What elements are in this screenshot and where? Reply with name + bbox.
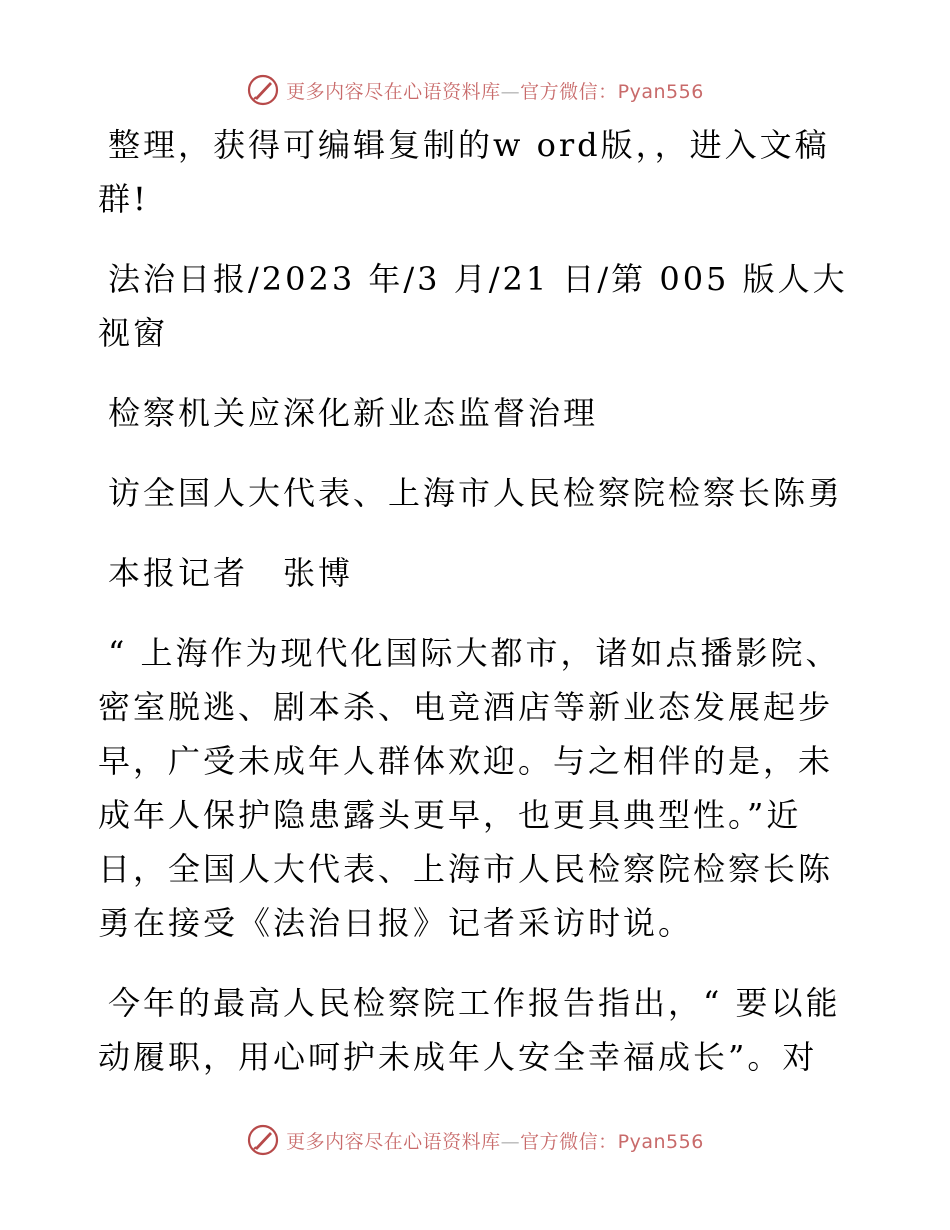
watermark-text: 更多内容尽在心语资料库—官方微信：Pyan556: [286, 1130, 704, 1153]
paragraph-body-1: “ 上海作为现代化国际大都市，诸如点播影院、密室脱逃、剧本杀、电竞酒店等新业态发展起步早，广受未成年人群体欢迎。与之相伴的是，未成年人保护隐患露头更早，也更具典型性。”近日，全国人大代表、上海市人民检察院检察长陈勇在接受《法治日报》记者采访时说。: [98, 634, 841, 942]
header-watermark: [0, 70, 950, 110]
article-byline: 本报记者 张博: [108, 554, 354, 592]
quill-logo-icon: [246, 1123, 280, 1157]
watermark-text: 更多内容尽在心语资料库—官方微信：Pyan556: [286, 80, 704, 103]
quill-logo-icon: [246, 73, 280, 107]
paragraph-intro: 整理，获得可编辑复制的w ord版，，进入文稿群!: [98, 126, 830, 218]
footer-watermark: [0, 1120, 950, 1160]
paragraph-source: 法治日报/2023 年/3 月/21 日/第 005 版人大视窗: [98, 260, 848, 352]
article-subtitle: 访全国人大代表、上海市人民检察院检察长陈勇: [108, 474, 844, 512]
paragraph-body-2: 今年的最高人民检察院工作报告指出，“ 要以能动履职，用心呵护未成年人安全幸福成长”。对: [98, 984, 841, 1076]
article-title: 检察机关应深化新业态监督治理: [108, 394, 599, 432]
article-body: [98, 118, 858, 1110]
